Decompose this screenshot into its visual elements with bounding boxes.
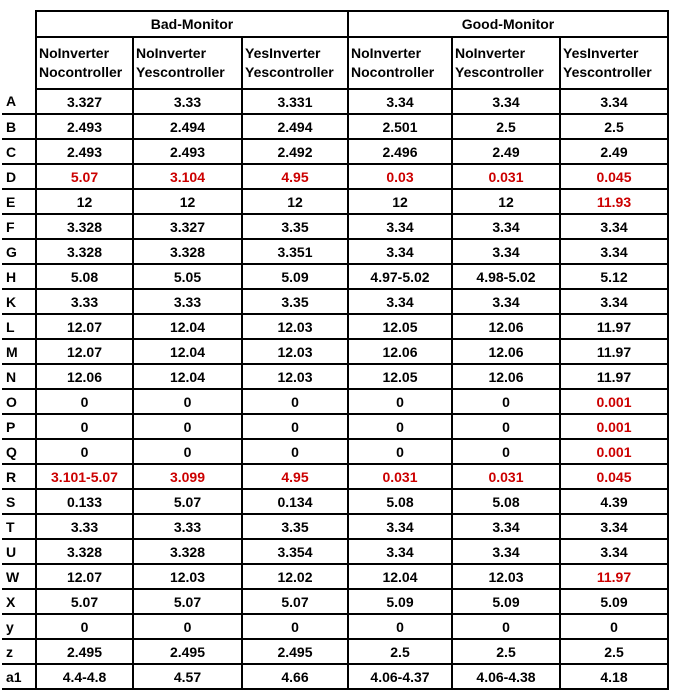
table-row xyxy=(2,364,668,389)
row-label: W xyxy=(2,564,36,589)
cell: 2.495 xyxy=(242,639,348,664)
cell: 4.06-4.38 xyxy=(452,664,560,689)
cell: 0 xyxy=(133,614,242,639)
cell: 2.493 xyxy=(36,114,133,139)
row-label: B xyxy=(2,114,36,139)
cell: 2.495 xyxy=(133,639,242,664)
table-row xyxy=(2,664,668,689)
cell: 12.03 xyxy=(133,564,242,589)
cell: 12.03 xyxy=(452,564,560,589)
cell: 3.33 xyxy=(133,514,242,539)
cell: 3.351 xyxy=(242,239,348,264)
row-label: C xyxy=(2,139,36,164)
table-row xyxy=(2,89,668,114)
cell: 4.66 xyxy=(242,664,348,689)
table-row xyxy=(2,164,668,189)
table-row xyxy=(2,439,668,464)
cell: 0.134 xyxy=(242,489,348,514)
cell: 0 xyxy=(133,389,242,414)
group-header-bad-monitor: Bad-Monitor xyxy=(36,11,348,37)
cell: 5.09 xyxy=(560,589,668,614)
cell: 2.5 xyxy=(452,639,560,664)
cell: 3.33 xyxy=(36,514,133,539)
cell: 3.34 xyxy=(348,539,452,564)
cell: 0 xyxy=(36,414,133,439)
cell: 3.35 xyxy=(242,289,348,314)
monitor-comparison-table xyxy=(2,10,669,690)
cell: 5.05 xyxy=(133,264,242,289)
cell: 12.05 xyxy=(348,364,452,389)
cell: 3.354 xyxy=(242,539,348,564)
monitor-comparison-table-wrap xyxy=(2,10,669,690)
row-label: y xyxy=(2,614,36,639)
cell: 12.07 xyxy=(36,314,133,339)
table-row xyxy=(2,189,668,214)
row-label: D xyxy=(2,164,36,189)
cell: 2.493 xyxy=(36,139,133,164)
cell: 11.97 xyxy=(560,314,668,339)
table-body xyxy=(2,89,668,689)
cell: 2.5 xyxy=(348,639,452,664)
row-label: E xyxy=(2,189,36,214)
column-header-good-2: YesInverter Yescontroller xyxy=(560,37,668,89)
cell: 12.04 xyxy=(348,564,452,589)
cell: 0 xyxy=(348,389,452,414)
cell: 0.045 xyxy=(560,164,668,189)
cell: 2.493 xyxy=(133,139,242,164)
cell: 0 xyxy=(452,439,560,464)
cell: 2.49 xyxy=(452,139,560,164)
cell: 3.34 xyxy=(452,289,560,314)
cell: 5.07 xyxy=(133,589,242,614)
table-row xyxy=(2,314,668,339)
table-row xyxy=(2,514,668,539)
cell: 3.104 xyxy=(133,164,242,189)
cell: 12.02 xyxy=(242,564,348,589)
cell: 3.34 xyxy=(560,89,668,114)
table-row xyxy=(2,339,668,364)
cell: 3.328 xyxy=(133,239,242,264)
cell: 3.34 xyxy=(348,214,452,239)
column-header-bad-1: NoInverter Yescontroller xyxy=(133,37,242,89)
cell: 3.35 xyxy=(242,514,348,539)
cell: 0 xyxy=(348,414,452,439)
cell: 2.494 xyxy=(242,114,348,139)
cell: 3.34 xyxy=(560,289,668,314)
cell: 3.327 xyxy=(133,214,242,239)
cell: 3.34 xyxy=(452,89,560,114)
cell: 11.97 xyxy=(560,564,668,589)
cell: 3.35 xyxy=(242,214,348,239)
table-row xyxy=(2,564,668,589)
cell: 12.07 xyxy=(36,564,133,589)
cell: 2.494 xyxy=(133,114,242,139)
cell: 12.04 xyxy=(133,364,242,389)
table-row xyxy=(2,614,668,639)
cell: 12.04 xyxy=(133,339,242,364)
cell: 5.07 xyxy=(133,489,242,514)
cell: 3.33 xyxy=(133,289,242,314)
cell: 12.06 xyxy=(452,364,560,389)
cell: 4.95 xyxy=(242,164,348,189)
cell: 12.04 xyxy=(133,314,242,339)
cell: 4.39 xyxy=(560,489,668,514)
row-label: L xyxy=(2,314,36,339)
cell: 2.5 xyxy=(452,114,560,139)
table-row xyxy=(2,264,668,289)
cell: 4.06-4.37 xyxy=(348,664,452,689)
cell: 12.03 xyxy=(242,364,348,389)
cell: 2.495 xyxy=(36,639,133,664)
cell: 0 xyxy=(452,614,560,639)
cell: 12 xyxy=(133,189,242,214)
cell: 12.05 xyxy=(348,314,452,339)
column-header-good-1: NoInverter Yescontroller xyxy=(452,37,560,89)
row-label: N xyxy=(2,364,36,389)
cell: 5.08 xyxy=(36,264,133,289)
cell: 0 xyxy=(452,414,560,439)
table-row xyxy=(2,539,668,564)
cell: 5.07 xyxy=(36,589,133,614)
row-label: X xyxy=(2,589,36,614)
row-label: Q xyxy=(2,439,36,464)
cell: 0 xyxy=(560,614,668,639)
cell: 3.34 xyxy=(452,214,560,239)
cell: 2.496 xyxy=(348,139,452,164)
table-row xyxy=(2,464,668,489)
row-label: G xyxy=(2,239,36,264)
cell: 0 xyxy=(36,614,133,639)
cell: 12.06 xyxy=(36,364,133,389)
cell: 0 xyxy=(242,389,348,414)
cell: 4.97-5.02 xyxy=(348,264,452,289)
cell: 2.49 xyxy=(560,139,668,164)
cell: 5.08 xyxy=(348,489,452,514)
table-row xyxy=(2,214,668,239)
cell: 5.09 xyxy=(242,264,348,289)
row-label: a1 xyxy=(2,664,36,689)
cell: 3.34 xyxy=(452,539,560,564)
table-row xyxy=(2,639,668,664)
cell: 4.18 xyxy=(560,664,668,689)
cell: 0 xyxy=(242,614,348,639)
row-label: S xyxy=(2,489,36,514)
cell: 0 xyxy=(133,439,242,464)
cell: 3.101-5.07 xyxy=(36,464,133,489)
table-row xyxy=(2,239,668,264)
cell: 0 xyxy=(242,414,348,439)
cell: 0.001 xyxy=(560,439,668,464)
cell: 3.331 xyxy=(242,89,348,114)
cell: 12.06 xyxy=(452,314,560,339)
corner-spacer xyxy=(2,37,36,89)
cell: 3.34 xyxy=(452,239,560,264)
cell: 0.001 xyxy=(560,389,668,414)
cell: 3.328 xyxy=(36,239,133,264)
row-label: T xyxy=(2,514,36,539)
cell: 4.4-4.8 xyxy=(36,664,133,689)
cell: 5.07 xyxy=(36,164,133,189)
table-row xyxy=(2,414,668,439)
row-label: A xyxy=(2,89,36,114)
cell: 0 xyxy=(348,439,452,464)
cell: 5.07 xyxy=(242,589,348,614)
cell: 4.98-5.02 xyxy=(452,264,560,289)
table-row xyxy=(2,589,668,614)
cell: 3.34 xyxy=(560,539,668,564)
cell: 3.328 xyxy=(133,539,242,564)
cell: 3.34 xyxy=(560,214,668,239)
cell: 0.133 xyxy=(36,489,133,514)
table-row xyxy=(2,389,668,414)
cell: 5.09 xyxy=(348,589,452,614)
cell: 12 xyxy=(452,189,560,214)
cell: 0 xyxy=(36,439,133,464)
cell: 3.33 xyxy=(36,289,133,314)
cell: 3.34 xyxy=(348,289,452,314)
column-header-row xyxy=(2,37,668,89)
cell: 5.12 xyxy=(560,264,668,289)
cell: 5.09 xyxy=(452,589,560,614)
table-row xyxy=(2,114,668,139)
row-label: F xyxy=(2,214,36,239)
corner-spacer xyxy=(2,11,36,37)
cell: 3.328 xyxy=(36,539,133,564)
cell: 3.327 xyxy=(36,89,133,114)
cell: 0.03 xyxy=(348,164,452,189)
row-label: U xyxy=(2,539,36,564)
cell: 12 xyxy=(242,189,348,214)
cell: 12.03 xyxy=(242,314,348,339)
row-label: R xyxy=(2,464,36,489)
table-row xyxy=(2,289,668,314)
table-row xyxy=(2,489,668,514)
cell: 0.045 xyxy=(560,464,668,489)
cell: 5.08 xyxy=(452,489,560,514)
cell: 0.031 xyxy=(452,164,560,189)
group-header-row xyxy=(2,11,668,37)
cell: 3.099 xyxy=(133,464,242,489)
column-header-bad-0: NoInverter Nocontroller xyxy=(36,37,133,89)
cell: 12 xyxy=(348,189,452,214)
cell: 0 xyxy=(242,439,348,464)
row-label: H xyxy=(2,264,36,289)
row-label: O xyxy=(2,389,36,414)
cell: 3.34 xyxy=(560,239,668,264)
row-label: z xyxy=(2,639,36,664)
cell: 0.031 xyxy=(452,464,560,489)
cell: 12.07 xyxy=(36,339,133,364)
cell: 3.34 xyxy=(452,514,560,539)
cell: 12.03 xyxy=(242,339,348,364)
cell: 0.001 xyxy=(560,414,668,439)
row-label: M xyxy=(2,339,36,364)
cell: 3.34 xyxy=(348,89,452,114)
cell: 3.34 xyxy=(348,239,452,264)
cell: 0.031 xyxy=(348,464,452,489)
cell: 0 xyxy=(348,614,452,639)
cell: 12.06 xyxy=(452,339,560,364)
cell: 2.501 xyxy=(348,114,452,139)
cell: 12 xyxy=(36,189,133,214)
cell: 11.93 xyxy=(560,189,668,214)
cell: 4.57 xyxy=(133,664,242,689)
cell: 2.5 xyxy=(560,114,668,139)
cell: 3.34 xyxy=(348,514,452,539)
column-header-good-0: NoInverter Nocontroller xyxy=(348,37,452,89)
cell: 0 xyxy=(133,414,242,439)
row-label: K xyxy=(2,289,36,314)
cell: 11.97 xyxy=(560,364,668,389)
cell: 0 xyxy=(452,389,560,414)
row-label: P xyxy=(2,414,36,439)
cell: 3.328 xyxy=(36,214,133,239)
cell: 3.33 xyxy=(133,89,242,114)
cell: 11.97 xyxy=(560,339,668,364)
cell: 12.06 xyxy=(348,339,452,364)
cell: 2.492 xyxy=(242,139,348,164)
cell: 4.95 xyxy=(242,464,348,489)
column-header-bad-2: YesInverter Yescontroller xyxy=(242,37,348,89)
table-row xyxy=(2,139,668,164)
group-header-good-monitor: Good-Monitor xyxy=(348,11,668,37)
cell: 3.34 xyxy=(560,514,668,539)
cell: 2.5 xyxy=(560,639,668,664)
cell: 0 xyxy=(36,389,133,414)
